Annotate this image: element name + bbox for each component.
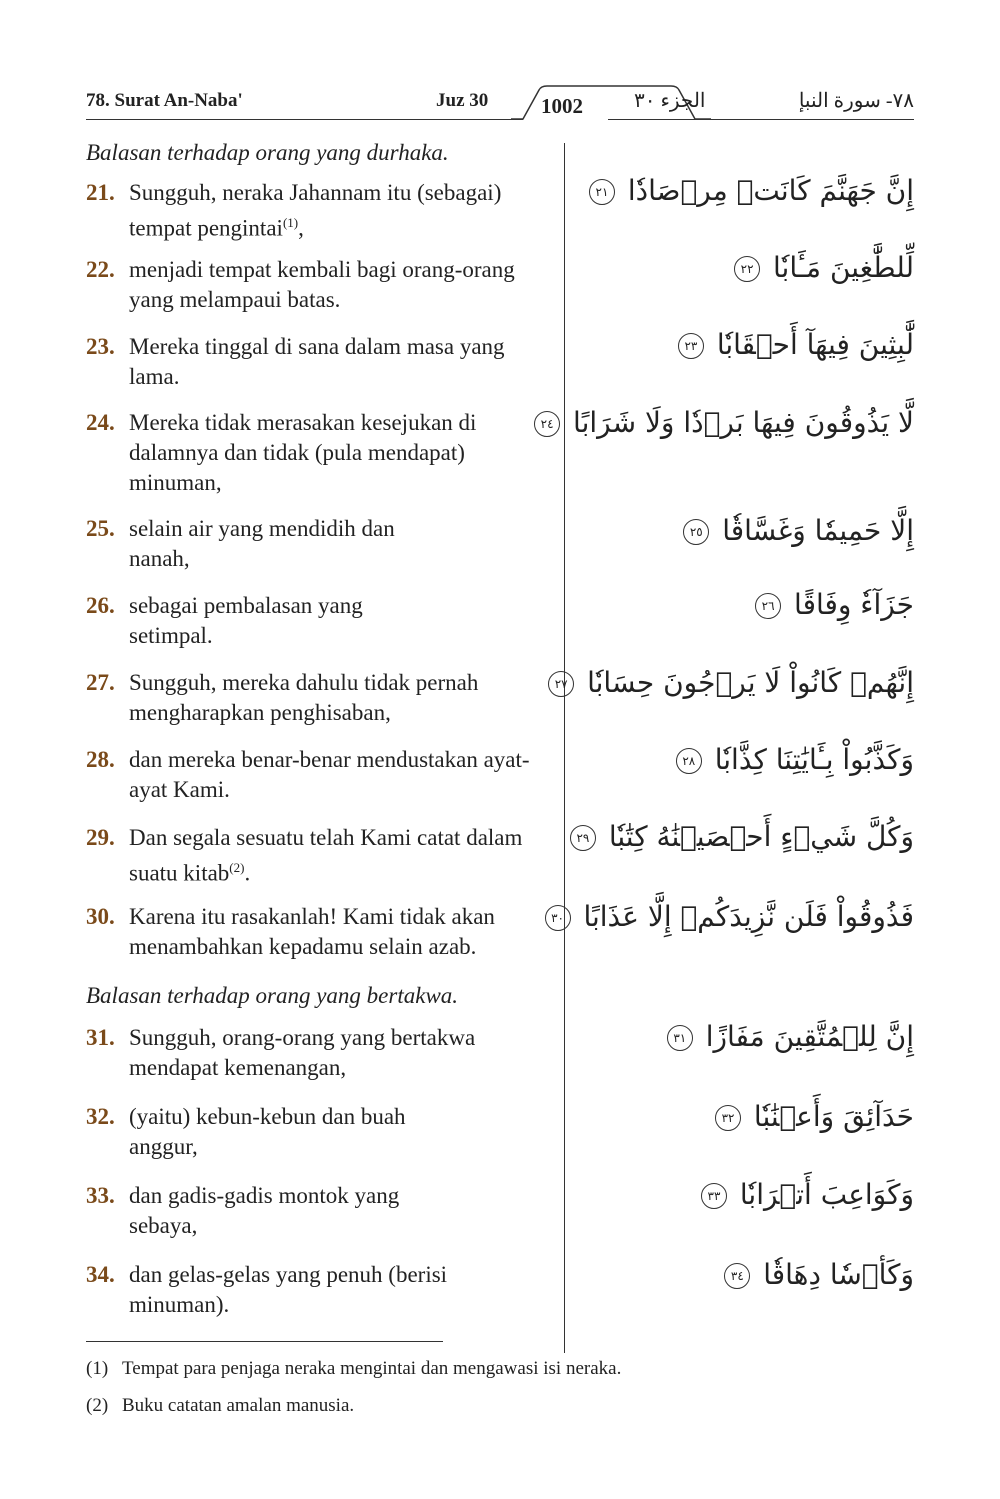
verse-26 xyxy=(86,591,556,651)
verse-translation: Sungguh, mereka dahulu tidak pernah mengharapkan penghisaban, xyxy=(129,670,479,725)
verse-translation: Dan segala sesuatu telah Kami catat dalam suatu kitab$^{(2)}$. xyxy=(129,825,523,886)
footnote-ref[interactable]: (2) xyxy=(229,860,245,875)
arabic-verse-34: وَكَأۡسٗا دِهَاقٗا ٣٤ xyxy=(724,1258,914,1291)
verse-translation: selain air yang mendidih dan nanah, xyxy=(129,516,395,571)
verse-34 xyxy=(86,1260,556,1320)
ayah-number-mark: ٣٤ xyxy=(724,1263,750,1289)
arabic-verse-24: لَّا يَذُوقُونَ فِيهَا بَرۡدٗا وَلَا شَرَابًا ٢٤ xyxy=(534,406,914,439)
arabic-verse-22: لِّلطَّٰغِينَ مَـَٔابٗا ٢٢ xyxy=(734,251,914,284)
verse-23 xyxy=(86,332,556,392)
arabic-verse-33: وَكَوَاعِبَ أَتۡرَابٗا ٣٣ xyxy=(701,1178,914,1211)
page-number: 1002 xyxy=(541,94,583,118)
verse-31 xyxy=(86,1023,556,1083)
arabic-verse-25: إِلَّا حَمِيمٗا وَغَسَّاقٗا ٢٥ xyxy=(683,514,914,547)
verse-29 xyxy=(86,823,556,889)
ayah-number-mark: ٣٠ xyxy=(545,905,571,931)
verse-translation: Karena itu rasakanlah! Kami tidak akan menambahkan kepadamu selain azab. xyxy=(129,904,495,959)
footnote-ref[interactable]: (1) xyxy=(282,215,299,230)
footnote-text: Buku catatan amalan manusia. xyxy=(122,1395,355,1416)
juz-label-latin: Juz 30 xyxy=(436,90,489,111)
surah-title-latin: 78. Surat An-Naba' xyxy=(86,90,243,111)
arabic-verse-28: وَكَذَّبُواْ بِـَٔايَٰتِنَا كِذَّابٗا ٢٨ xyxy=(676,743,914,776)
arabic-verse-26: جَزَآءٗ وِفَاقًا ٢٦ xyxy=(755,588,914,621)
verse-30 xyxy=(86,902,556,962)
verse-28 xyxy=(86,745,556,805)
arabic-verse-23: لَّٰبِثِينَ فِيهَآ أَحۡقَابٗا ٢٣ xyxy=(678,328,914,361)
ayah-number-mark: ٢٧ xyxy=(548,671,574,697)
arabic-verse-30: فَذُوقُواْ فَلَن نَّزِيدَكُمۡ إِلَّا عَذَابًا ٣٠ xyxy=(545,900,914,933)
verse-translation: Sungguh, neraka Jahannam itu (sebagai) tempat pengintai$^{(1)}$, xyxy=(129,180,502,241)
footnote-2 xyxy=(86,1395,354,1417)
section-title: Balasan terhadap orang yang durhaka. xyxy=(86,140,449,165)
page-header xyxy=(86,82,914,122)
juz-label-arabic: الجزء ٣٠ xyxy=(634,90,706,112)
section-title: Balasan terhadap orang yang bertakwa. xyxy=(86,983,459,1008)
verse-number: 31. xyxy=(86,1025,115,1050)
verse-translation: dan gelas-gelas yang penuh (berisi minuman). xyxy=(129,1262,448,1317)
footnote-1 xyxy=(86,1358,621,1380)
verse-number: 23. xyxy=(86,334,115,359)
verse-32 xyxy=(86,1102,556,1162)
verse-translation: Mereka tinggal di sana dalam masa yang lama. xyxy=(129,334,505,389)
verse-number: 34. xyxy=(86,1262,115,1287)
verse-number: 21. xyxy=(86,180,115,205)
verse-24 xyxy=(86,408,556,498)
footnote-number: (1) xyxy=(86,1358,109,1379)
ayah-number-mark: ٣٢ xyxy=(715,1105,741,1131)
verse-number: 33. xyxy=(86,1183,115,1208)
verse-translation: sebagai pembalasan yang setimpal. xyxy=(129,593,363,648)
verse-translation: (yaitu) kebun-kebun dan buah anggur, xyxy=(129,1104,406,1159)
ayah-number-mark: ٢٤ xyxy=(534,411,560,437)
verse-33 xyxy=(86,1181,556,1241)
arabic-verse-32: حَدَآئِقَ وَأَعۡنَٰبٗا ٣٢ xyxy=(715,1100,914,1133)
verse-translation: Mereka tidak merasakan kesejukan di dalamnya dan tidak (pula mendapat) minuman, xyxy=(129,410,477,495)
ayah-number-mark: ٢٢ xyxy=(734,256,760,282)
header-rule-right xyxy=(608,119,914,120)
verse-number: 32. xyxy=(86,1104,115,1129)
column-divider xyxy=(564,143,565,1353)
footnote-text: Tempat para penjaga neraka mengintai dan mengawasi isi neraka. xyxy=(122,1358,622,1379)
verse-translation: Sungguh, orang-orang yang bertakwa mendapat kemenangan, xyxy=(129,1025,476,1080)
verse-translation: dan mereka benar-benar mendustakan ayat-ayat Kami. xyxy=(129,747,530,802)
ayah-number-mark: ٢٩ xyxy=(570,825,596,851)
verse-25 xyxy=(86,514,556,574)
verse-21 xyxy=(86,178,556,244)
ayah-number-mark: ٢٨ xyxy=(676,748,702,774)
verse-22 xyxy=(86,255,556,315)
ayah-number-mark: ٣١ xyxy=(667,1025,693,1051)
arabic-verse-27: إِنَّهُمۡ كَانُواْ لَا يَرۡجُونَ حِسَابٗا ٢٧ xyxy=(548,666,914,699)
ayah-number-mark: ٢٣ xyxy=(678,333,704,359)
footnote-rule xyxy=(86,1341,443,1342)
verse-number: 24. xyxy=(86,410,115,435)
verse-number: 27. xyxy=(86,670,115,695)
verse-number: 25. xyxy=(86,516,115,541)
verse-27 xyxy=(86,668,556,728)
ayah-number-mark: ٢١ xyxy=(589,179,615,205)
verse-translation: dan gadis-gadis montok yang sebaya, xyxy=(129,1183,400,1238)
arabic-verse-31: إِنَّ لِلۡمُتَّقِينَ مَفَازًا ٣١ xyxy=(667,1020,914,1053)
verse-number: 29. xyxy=(86,825,115,850)
ayah-number-mark: ٢٥ xyxy=(683,519,709,545)
verse-number: 30. xyxy=(86,904,115,929)
surah-title-arabic: ٧٨- سورة النبإ xyxy=(798,90,914,112)
arabic-verse-21: إِنَّ جَهَنَّمَ كَانَتۡ مِرۡصَادٗا ٢١ xyxy=(589,174,914,207)
header-rule-left xyxy=(86,119,523,120)
verse-number: 22. xyxy=(86,257,115,282)
verse-number: 26. xyxy=(86,593,115,618)
verse-translation: menjadi tempat kembali bagi orang-orang yang melampaui batas. xyxy=(129,257,515,312)
arabic-verse-29: وَكُلَّ شَيۡءٍ أَحۡصَيۡنَٰهُ كِتَٰبٗا ٢٩ xyxy=(570,820,914,853)
ayah-number-mark: ٢٦ xyxy=(755,593,781,619)
verse-number: 28. xyxy=(86,747,115,772)
ayah-number-mark: ٣٣ xyxy=(701,1183,727,1209)
footnote-number: (2) xyxy=(86,1395,109,1416)
